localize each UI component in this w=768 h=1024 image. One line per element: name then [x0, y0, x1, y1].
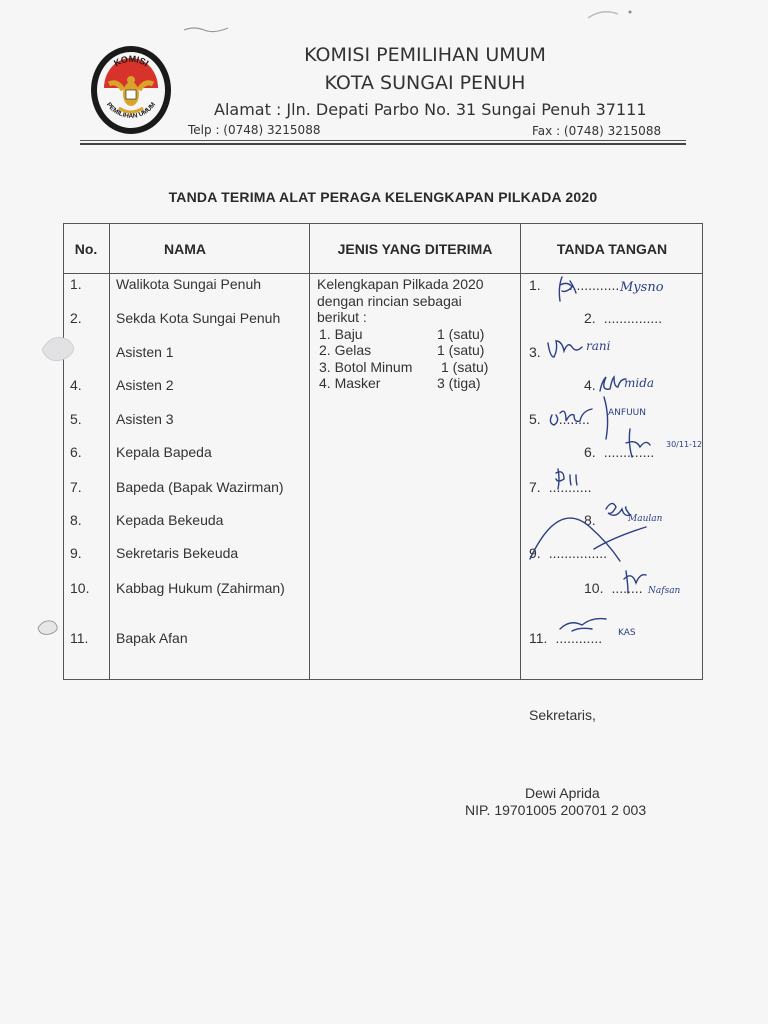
- item-row: [317, 359, 488, 376]
- recipient-name: Asisten 1: [116, 344, 174, 360]
- recipient-name: Sekretaris Bekeuda: [116, 545, 239, 561]
- items-intro-line: dengan rincian sebagai: [317, 292, 462, 309]
- item-name: 1. Baju: [319, 325, 363, 342]
- recipient-name: Bapak Afan: [116, 630, 188, 646]
- signature-mark: [548, 339, 611, 357]
- item-quantity: 3 (tiga): [437, 375, 481, 391]
- signature-mark: [556, 469, 577, 489]
- column-header-nama: NAMA: [164, 241, 206, 257]
- recipient-name: Bapeda (Bapak Wazirman): [116, 479, 284, 495]
- row-number: 2.: [70, 310, 82, 326]
- items-intro-line: berikut :: [317, 309, 367, 325]
- signature-number: 7. ...........: [529, 479, 592, 495]
- recipient-name: Kepala Bapeda: [116, 444, 212, 460]
- row-number: 7.: [70, 479, 82, 495]
- items-received: [317, 276, 488, 392]
- item-name: 3. Botol Minum: [319, 358, 413, 375]
- org-address: Alamat : Jln. Depati Parbo No. 31 Sungai Penuh 37111: [214, 100, 647, 119]
- svg-text:Maulan: Maulan: [628, 514, 663, 524]
- item-quantity: 1 (satu): [437, 325, 485, 342]
- item-row: [317, 326, 488, 343]
- item-name: 2. Gelas: [319, 342, 372, 358]
- signature-number: 4.: [584, 377, 596, 393]
- kpu-logo: [90, 44, 172, 136]
- recipient-name: Walikota Sungai Penuh: [116, 276, 262, 292]
- scan-artifact: [32, 614, 72, 642]
- signature-mark: [550, 397, 646, 439]
- item-row: [317, 375, 488, 392]
- table-divider: [309, 223, 310, 680]
- scan-artifact: [38, 330, 88, 366]
- scan-speck: [584, 4, 644, 24]
- svg-text:PEMILIHAN UMUM: PEMILIHAN UMUM: [104, 101, 158, 120]
- signature-number: 10. ........: [584, 580, 643, 596]
- item-quantity: 1 (satu): [437, 342, 485, 358]
- row-number: 5.: [70, 411, 82, 427]
- item-row: [317, 342, 488, 359]
- svg-text:rani: rani: [586, 339, 611, 353]
- svg-text:Nafsan: Nafsan: [648, 586, 681, 596]
- column-header-tanda-tangan: TANDA TANGAN: [556, 241, 668, 257]
- signature-number: 11. ............: [529, 630, 603, 646]
- signature-mark: [559, 277, 663, 301]
- item-quantity: 1 (satu): [441, 358, 489, 375]
- recipient-name: Sekda Kota Sungai Penuh: [116, 310, 281, 326]
- row-number: 6.: [70, 444, 82, 460]
- signature-mark: [560, 619, 636, 638]
- signature-number: 8.: [584, 512, 596, 528]
- signature-mark: [530, 518, 646, 561]
- recipient-name: Kepada Bekeuda: [116, 512, 224, 528]
- svg-text:ANFUUN: ANFUUN: [608, 408, 646, 418]
- svg-text:KOMISI: KOMISI: [112, 53, 151, 69]
- signatory-nip: NIP. 19701005 200701 2 003: [465, 802, 647, 818]
- org-name-line1: KOMISI PEMILIHAN UMUM: [304, 44, 546, 66]
- item-name: 4. Masker: [319, 375, 381, 391]
- org-name-line2: KOTA SUNGAI PENUH: [324, 72, 526, 94]
- signature-mark: [624, 571, 681, 596]
- signatory-role: Sekretaris,: [529, 707, 596, 723]
- svg-text:Mysno: Mysno: [620, 280, 664, 295]
- recipient-name: Asisten 2: [116, 377, 174, 393]
- row-number: 1.: [70, 276, 82, 292]
- row-number: 11.: [70, 630, 89, 646]
- signature-number: 2. ...............: [584, 310, 663, 326]
- column-header-no: No.: [74, 241, 98, 257]
- svg-text:mida: mida: [624, 376, 655, 390]
- signature-number: 3.: [529, 344, 541, 360]
- org-fax: Fax : (0748) 3215088: [532, 124, 662, 138]
- row-number: 10.: [70, 580, 90, 596]
- signature-mark: [606, 503, 663, 524]
- recipient-name: Asisten 3: [116, 411, 174, 427]
- svg-text:KAS: KAS: [618, 628, 636, 638]
- row-number: 4.: [70, 377, 82, 393]
- signature-mark: [626, 429, 702, 457]
- items-intro-line: Kelengkapan Pilkada 2020: [317, 276, 484, 292]
- signatory-name: Dewi Aprida: [525, 785, 600, 801]
- row-number: 9.: [70, 545, 82, 561]
- signature-mark: [600, 376, 654, 391]
- signature-number: 5. ........: [529, 411, 590, 427]
- org-telephone: Telp : (0748) 3215088: [188, 123, 321, 137]
- table-divider: [109, 223, 110, 680]
- column-header-jenis: JENIS YANG DITERIMA: [337, 241, 493, 257]
- letterhead-rule: [80, 143, 686, 145]
- svg-text:30/11-12: 30/11-12: [666, 440, 703, 449]
- recipient-name: Kabbag Hukum (Zahirman): [116, 580, 285, 596]
- signature-number: 9. ...............: [529, 545, 608, 561]
- signature-number: 6. .............: [584, 444, 655, 460]
- row-number: 8.: [70, 512, 82, 528]
- scan-speck: [180, 22, 240, 36]
- letterhead-rule: [80, 140, 686, 141]
- handwritten-signatures: [520, 273, 703, 680]
- signature-number: 1. .............: [529, 277, 620, 293]
- document-title: TANDA TERIMA ALAT PERAGA KELENGKAPAN PILKADA 2020: [168, 189, 598, 205]
